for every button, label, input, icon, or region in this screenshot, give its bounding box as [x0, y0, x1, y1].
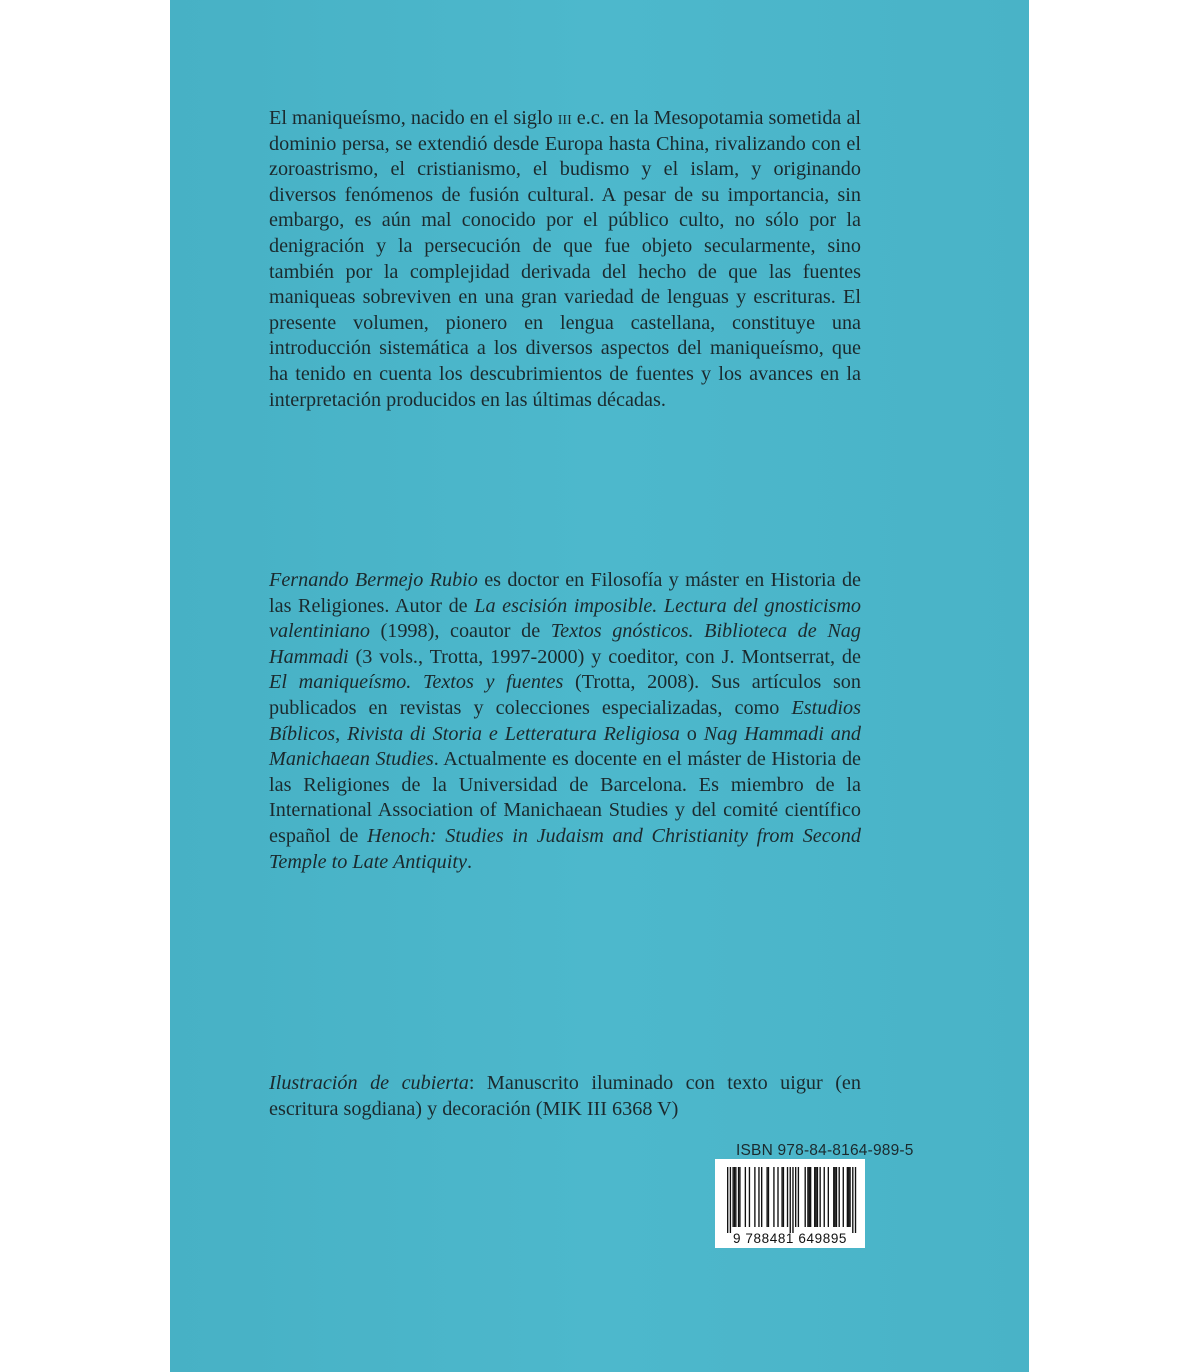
barcode-bar [824, 1167, 825, 1227]
barcode-bar [807, 1167, 808, 1227]
barcode [715, 1159, 865, 1248]
journal-title: Rivista di Storia e Letteratura Religiosa [347, 722, 680, 745]
credit-description: : Manuscrito iluminado con texto uigur (en escritura sogdiana) y decoración (MIK III 6368 V) [269, 1072, 861, 1120]
century-numeral: iii [557, 107, 572, 129]
book-title: La escisión imposible. Lectura del gnosticismo valentiniano [269, 594, 862, 643]
barcode-bar [749, 1167, 750, 1227]
blurb-paragraph [269, 106, 861, 413]
barcode-bar [792, 1167, 793, 1233]
barcode-bar [773, 1167, 774, 1227]
author-bio [269, 568, 861, 875]
barcode-bar [834, 1167, 835, 1227]
barcode-bar [836, 1167, 837, 1227]
barcode-bar [730, 1167, 731, 1233]
barcode-bar [761, 1167, 762, 1227]
barcode-bar [847, 1167, 848, 1227]
bio-text: (1998), coautor de [369, 620, 551, 643]
barcode-bar [843, 1167, 844, 1227]
isbn-label: ISBN 978-84-8164-989-5 [736, 1142, 914, 1159]
barcode-bar [758, 1167, 759, 1227]
barcode-bar [739, 1167, 740, 1227]
bio-text: (Trotta, 2008). Sus artículos son publicados en revistas y colecciones especializadas, como [269, 671, 861, 719]
bio-text: es doctor en Filosofía y máster en Historia de las Religiones. Autor de [269, 569, 861, 617]
book-title: El maniqueísmo. Textos y fuentes [269, 671, 564, 694]
journal-title: Henoch: Studies in Judaism and Christianity from Second Temple to Late Antiquity [269, 824, 861, 873]
author-bio-text [269, 568, 861, 875]
barcode-bar [754, 1167, 755, 1227]
barcode-bar [852, 1167, 853, 1233]
journal-title: Estudios Bíblicos [269, 696, 861, 745]
barcode-bar [828, 1167, 829, 1227]
barcode-bar [787, 1167, 788, 1227]
barcode-bar [819, 1167, 820, 1227]
barcode-bar [795, 1167, 796, 1227]
barcode-bar [810, 1167, 811, 1227]
barcode-bar [805, 1167, 806, 1227]
barcode-bar [809, 1167, 810, 1227]
bio-text: o [679, 722, 704, 745]
bio-text: . Actualmente es docente en el máster de Historia de las Religiones de la Universidad de Barcelona. Es miembro de la International Association of Manichaean Studies y del comité científico español de [269, 748, 861, 847]
barcode-bar [815, 1167, 816, 1227]
barcode-bar [814, 1167, 815, 1227]
barcode-bar [839, 1167, 840, 1227]
bio-text: (3 vols., Trotta, 1997-2000) y coeditor, con J. Montserrat, de [348, 645, 861, 668]
barcode-graphic [715, 1159, 865, 1248]
cover-illustration-credit [269, 1071, 861, 1122]
book-title: Textos gnósticos. Biblioteca de Nag Hammadi [269, 620, 861, 668]
blurb-text [269, 106, 861, 413]
barcode-bar [735, 1167, 736, 1227]
barcode-bar [817, 1167, 818, 1227]
barcode-bar [734, 1167, 735, 1227]
blurb-text-rest: e.c. en la Mesopotamia sometida al dominio persa, se extendió desde Europa hasta China, rivalizando con el zoroastrismo, el cristianismo, el budismo y el islam, y originando diversos fenómenos de fusión cultural. A pesar de su importancia, sin embargo, es aún mal conocido por el público culto, no sólo por la denigración y la persecución de que fue objeto secularmente, sino también por la complejidad derivada del hecho de que las fuentes maniqueas sobreviven en una gran variedad de lenguas y escrituras. El presente volumen, pionero en lengua castellana, constituye una introducción sistemática a los diversos aspectos del maniqueísmo, que ha tenido en cuenta los descubrimientos de fuentes y los avances en la interpretación producidos en las últimas décadas. [269, 107, 862, 411]
barcode-bar [745, 1167, 746, 1227]
blurb-text-start: El maniqueísmo, nacido en el siglo [269, 107, 558, 129]
barcode-bar [855, 1167, 856, 1233]
journal-title: Nag Hammadi and Manichaean Studies [269, 722, 862, 771]
bio-text: . [466, 850, 472, 873]
barcode-bar [781, 1167, 782, 1227]
barcode-bar [790, 1167, 791, 1233]
book-back-cover [170, 0, 1029, 1372]
credit-text [269, 1071, 861, 1122]
barcode-bar [798, 1167, 799, 1227]
barcode-bar [766, 1167, 767, 1227]
barcode-bar [783, 1167, 784, 1227]
barcode-bar [727, 1167, 728, 1233]
barcode-bar [833, 1167, 834, 1227]
barcode-bar [849, 1167, 850, 1227]
barcode-digits: 9 788481 649895 [732, 1231, 848, 1246]
barcode-bar [768, 1167, 769, 1227]
author-name: Fernando Bermejo Rubio [269, 569, 478, 591]
barcode-bar [732, 1167, 733, 1227]
barcode-bar [777, 1167, 778, 1227]
barcode-bar [738, 1167, 739, 1227]
credit-label: Ilustración de cubierta [269, 1072, 469, 1094]
bio-text: , [335, 722, 348, 745]
barcode-bar [848, 1167, 849, 1227]
